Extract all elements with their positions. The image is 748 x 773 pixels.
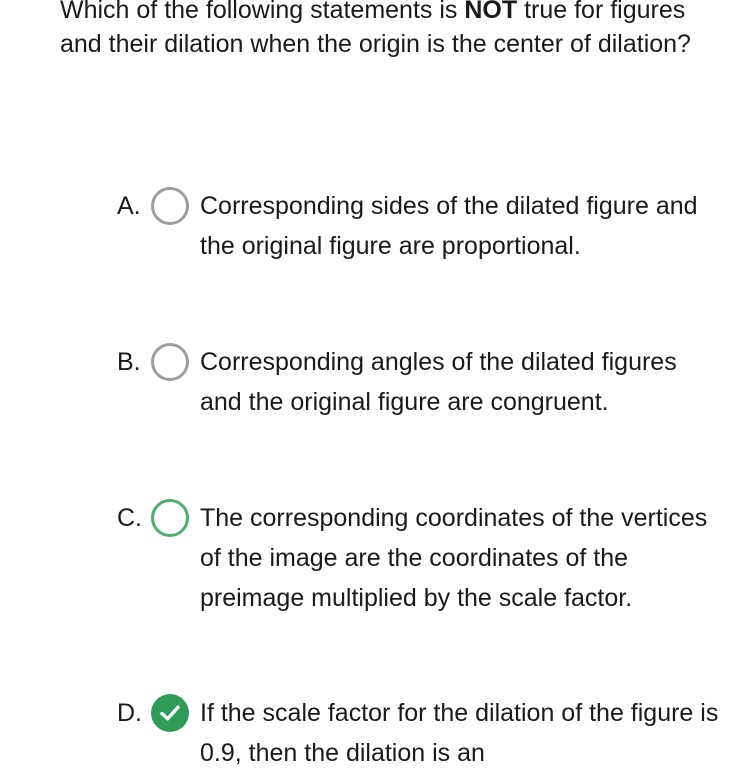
option-c-letter: C. — [117, 504, 142, 532]
question-emphasis: NOT — [464, 0, 518, 24]
check-icon — [159, 703, 181, 723]
option-b-letter: B. — [117, 348, 141, 376]
option-a-text: Corresponding sides of the dilated figure and the original figure are proportional. — [200, 192, 698, 260]
option-b-text: Corresponding angles of the dilated figures and the original figure are congruent. — [200, 348, 677, 416]
option-d-text: If the scale factor for the dilation of the figure is 0.9, then the dilation is an — [200, 699, 719, 767]
question-text-start: Which of the following statements is — [60, 0, 465, 24]
option-c-text: The corresponding coordinates of the vertices of the image are the coordinates of the preimage multiplied by the scale factor. — [200, 504, 708, 612]
option-b-radio[interactable] — [151, 343, 189, 381]
question-text — [60, 0, 720, 61]
option-d-radio[interactable] — [151, 694, 189, 732]
option-a-radio[interactable] — [151, 187, 189, 225]
question-text-end: true for figures and their dilation when the origin is the center of dilation? — [60, 0, 691, 58]
option-c-radio[interactable] — [151, 499, 189, 537]
option-a-letter: A. — [117, 192, 141, 220]
option-d-letter: D. — [117, 699, 142, 727]
